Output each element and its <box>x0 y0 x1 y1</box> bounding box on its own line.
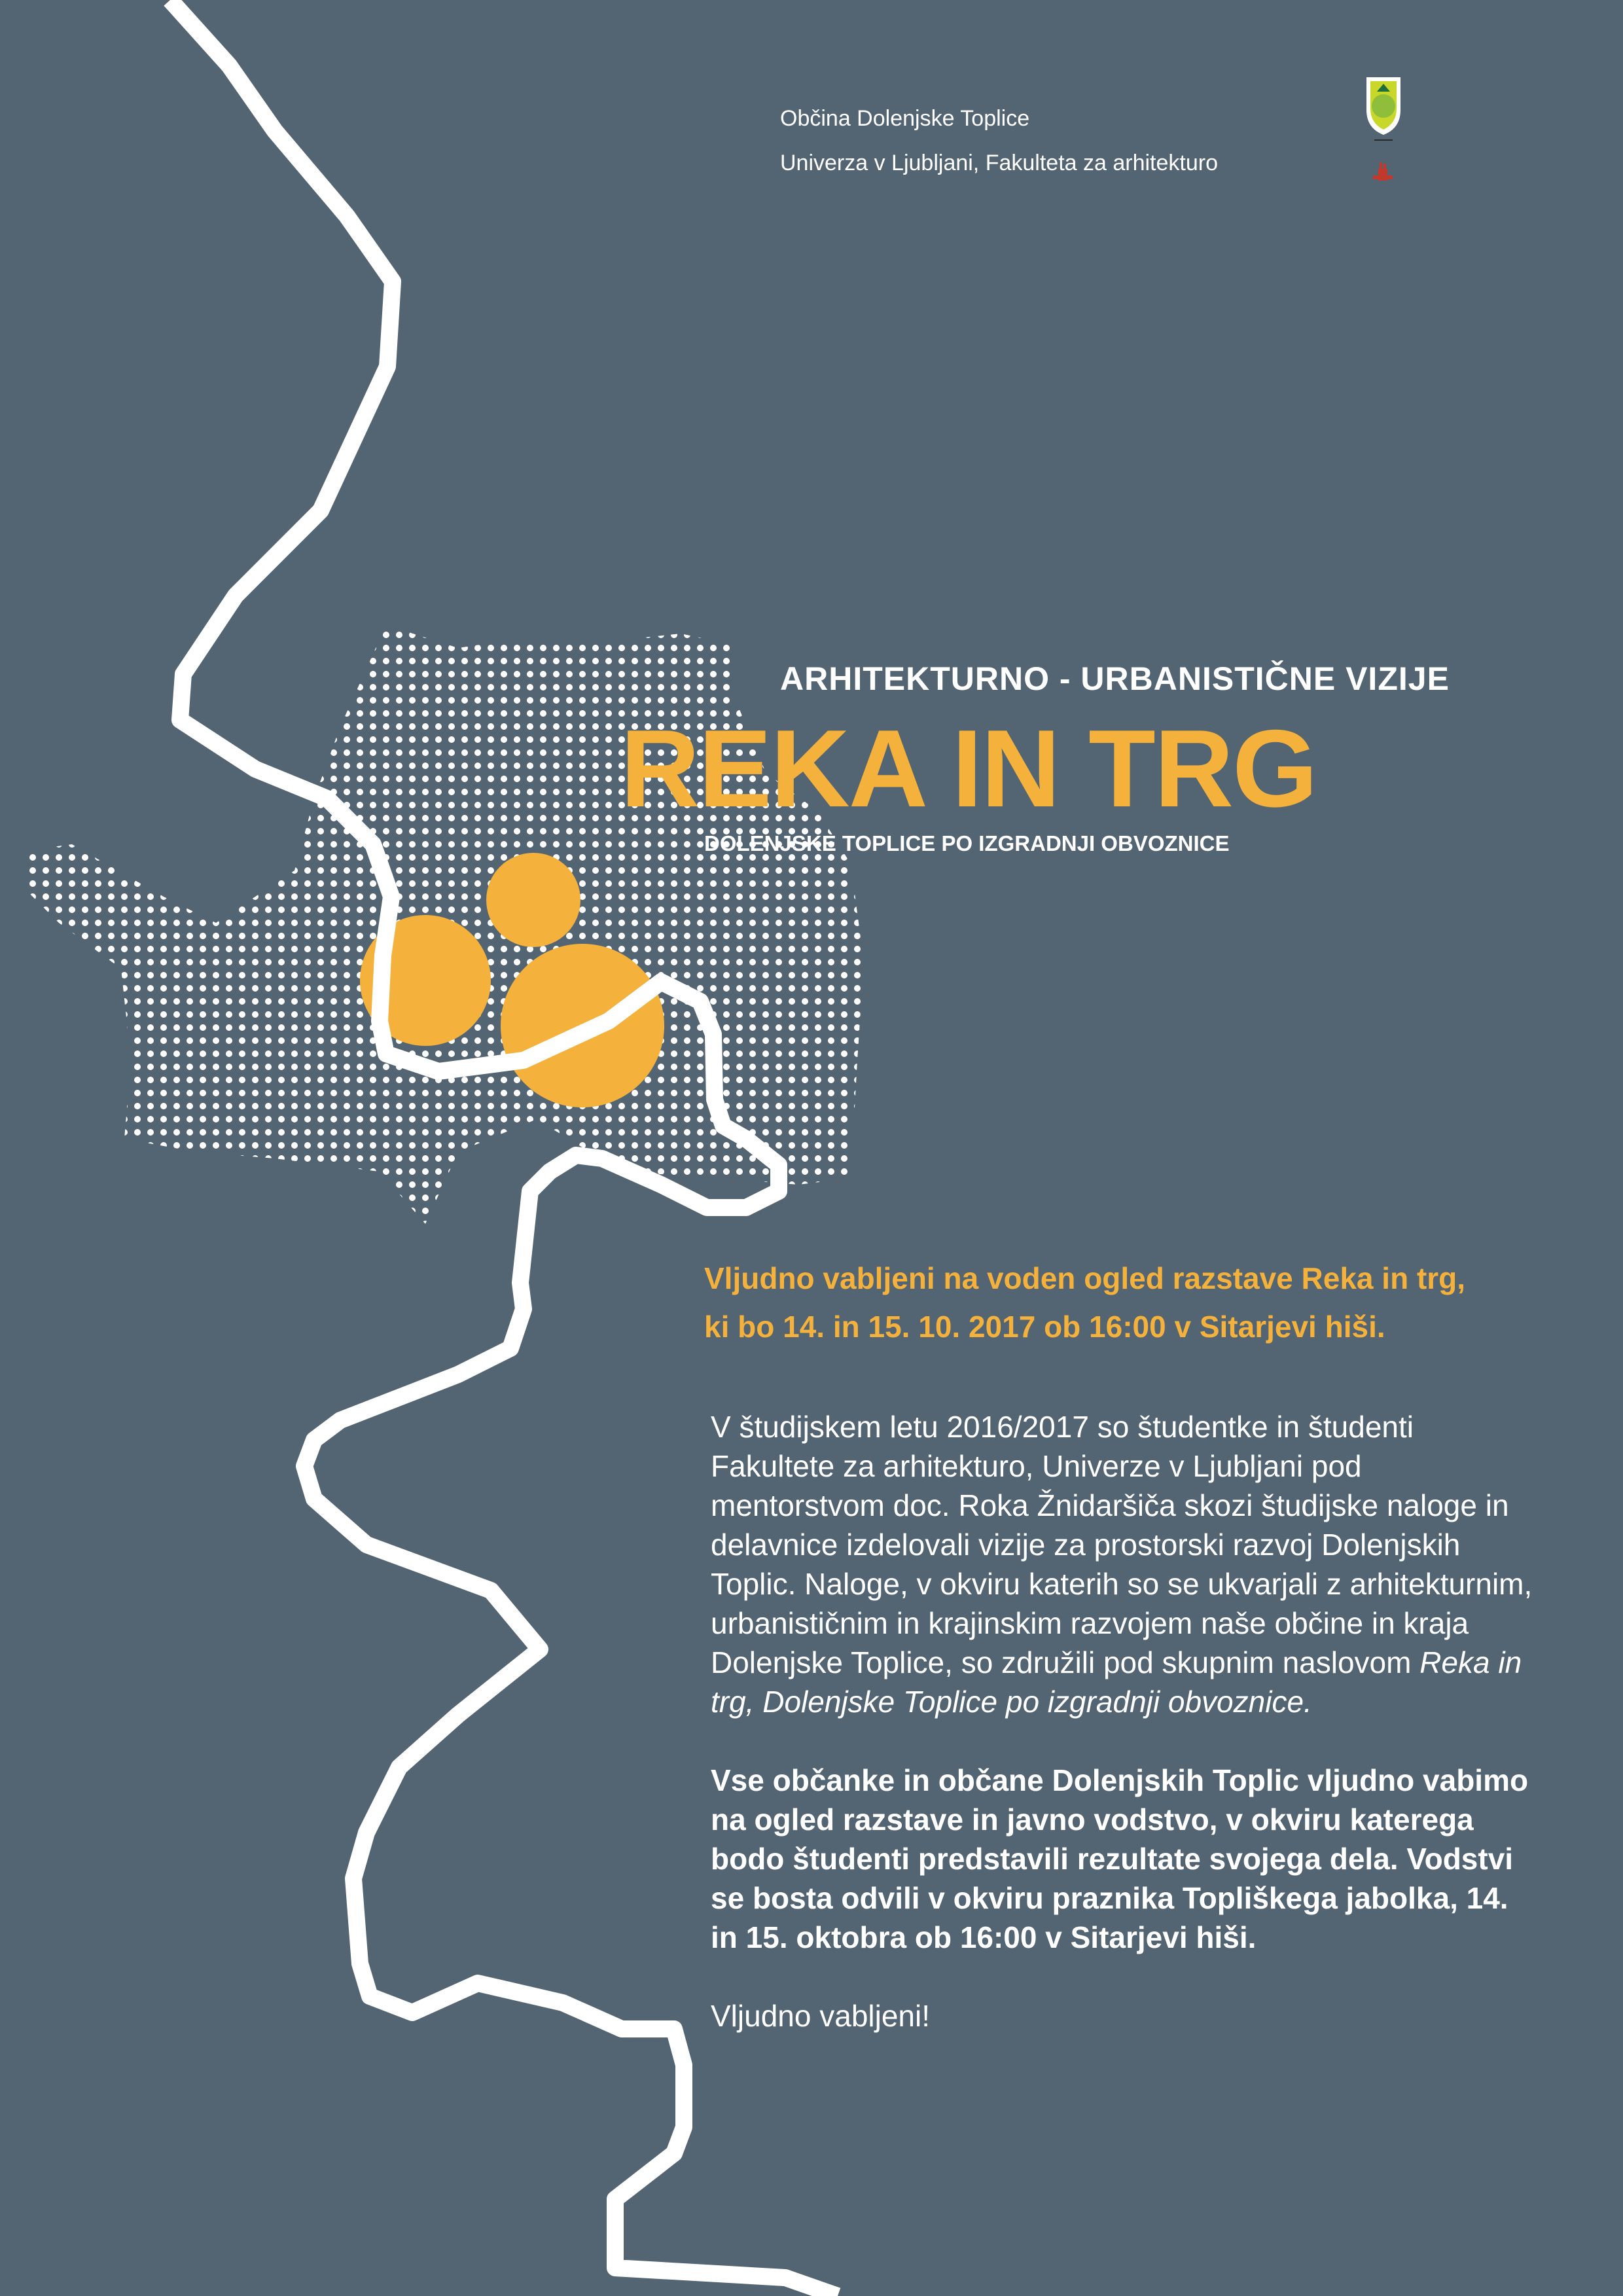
description-title-italic: Reka in trg, Dolenjske Toplice po izgradnji obvoznice. <box>711 1645 1522 1719</box>
exhibition-subtitle: ARHITEKTURNO - URBANISTIČNE VIZIJE <box>780 660 1450 697</box>
body-text <box>711 1407 1542 2075</box>
invitation-paragraph: Vse občanke in občane Dolenjskih Toplic vljudno vabimo na ogled razstave in javno vodstvo, v okviru katerega bodo študenti predstavili rezultate svojega dela. Vodstvi se bosta odvili v okviru praznika Topliškega jabolka, 14. in 15. oktobra ob 16:00 v Sitarjevi hiši. <box>711 1763 1529 1954</box>
description-text: V študijskem letu 2016/2017 so študentke in študenti Fakultete za arhitekturo, Univerze v Ljubljani pod mentorstvom doc. Roka Žnidaršiča skozi študijske naloge in delavnice izdelovali vizije za prostorski razvoj Dolenjskih Toplic. Naloge, v okviru katerih so se ukvarjali z arhitekturnim, urbanističnim in krajinskim razvojem naše občine in kraja Dolenjske Toplice, so združili pod skupnim naslovom <box>711 1410 1533 1679</box>
organizer-municipality: Občina Dolenjske Toplice <box>780 106 1030 131</box>
invitation-line-1: Vljudno vabljeni na voden ogled razstave Reka in trg, <box>704 1261 1466 1295</box>
invitation-line-2: ki bo 14. in 15. 10. 2017 ob 16:00 v Sitarjevi hiši. <box>704 1310 1385 1344</box>
description-paragraph <box>711 1407 1542 1721</box>
faculty-logo-icon <box>1373 162 1393 181</box>
exhibition-title: REKA IN TRG <box>620 707 1317 830</box>
exhibition-tagline: DOLENJSKE TOPLICE PO IZGRADNJI OBVOZNICE <box>704 831 1230 855</box>
municipality-crest-icon <box>1366 77 1400 140</box>
closing-line: Vljudno vabljeni! <box>711 1999 931 2033</box>
organizer-faculty: Univerza v Ljubljani, Fakulteta za arhitekturo <box>780 151 1218 175</box>
logo-circle-top <box>486 853 580 947</box>
